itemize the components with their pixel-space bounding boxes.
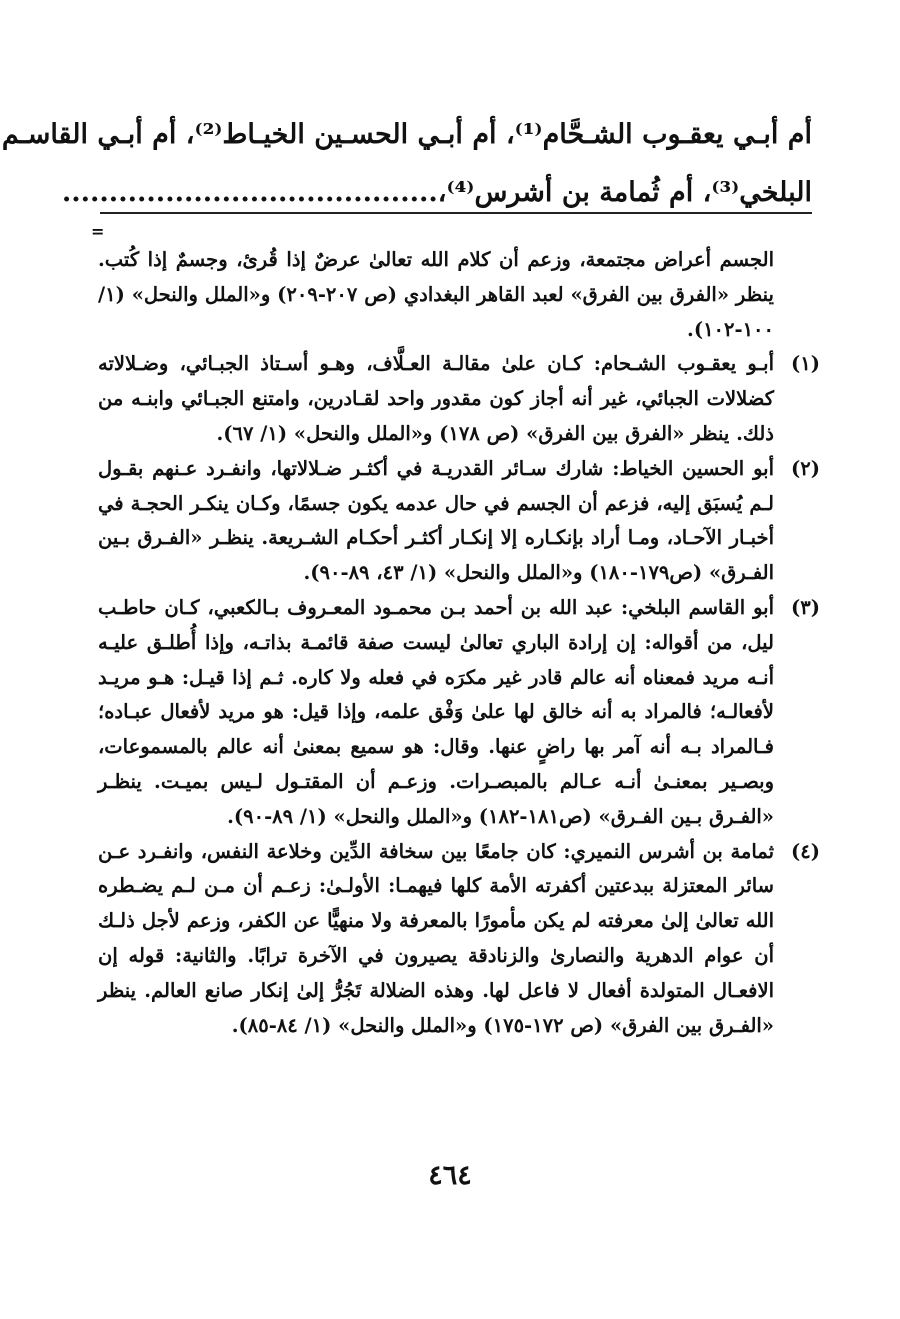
footnote-3	[98, 591, 820, 835]
page-number: ٤٦٤	[428, 1160, 472, 1191]
footnotes	[98, 243, 820, 1043]
footnote-continued: الجسم أعراض مجتمعة، وزعم أن كلام الله تعالىٰ عرضٌ إذا قُرئ، وجسمٌ إذا كُتب. ينظر «الفرق بين الفرق» لعبد القاهر البغدادي (ص ٢٠٧-٢٠٩) و«الملل والنحل» (١/ ١٠٠-١٠٢).	[98, 248, 774, 341]
continuation-mark: =	[91, 222, 105, 241]
main-text	[1, 106, 812, 222]
footnote-separator	[100, 212, 812, 214]
footnote-text: أبـو يعقـوب الشـحام: كـان علىٰ مقالـة العـلَّاف، وهـو أسـتاذ الجبـائي، وضـلالاته كضلالات الجبائي، غير أنه أجاز كون مقدور واحد لقـادرين، وامتنع الجبـائي وابنـه من ذلك. ينظر «الفرق بين الفرق» (ص ١٧٨) و«الملل والنحل» (١/ ٦٧).	[98, 352, 774, 445]
footnote-2	[98, 452, 820, 591]
main-text-line-1: أم أبـي يعقـوب الشـحَّام⁽¹⁾، أم أبـي الحسـين الخيـاط⁽²⁾، أم أبـي القاسـم	[1, 119, 812, 150]
footnote-text: أبو القاسم البلخي: عبد الله بن أحمد بـن محمـود المعـروف بـالكعبي، كـان حاطـب ليل، من أقواله: إن إرادة الباري تعالىٰ ليست صفة قائمـة بذاتـه، وإذا أُطلـق عليـه أنـه مريد فمعناه أنه عالم قادر غير مكرَه في فعله ولا كاره. ثـم إذا قيـل: هـو مريـد لأفعالـه؛ فالمراد به أنه خالق لها علىٰ وَفْق علمه، وإذا قيل: هو مريد لأفعال عبـاده؛ فـالمراد بـه أنه آمر بها راضٍ عنها. وقال: هو سميع بمعنىٰ أنه عالم بالمسموعات، وبصـير بمعنـىٰ أنـه عـالم بالمبصـرات. وزعـم أن المقتـول لـيس بميـت. ينظـر «الفـرق بـين الفـرق» (ص١٨١-١٨٢) و«الملل والنحل» (١/ ٨٩-٩٠).	[98, 595, 774, 828]
footnote-number: (٢)	[791, 456, 820, 480]
main-text-line-2: البلخي⁽³⁾، أم ثُمامة بن أشرس⁽⁴⁾،........................................	[61, 177, 812, 208]
footnote-number: (٤)	[791, 839, 820, 863]
footnote-number: (١)	[791, 352, 820, 376]
footnote-4	[98, 835, 820, 1044]
footnote-number: (٣)	[791, 595, 820, 619]
footnote-text: ثمامة بن أشرس النميري: كان جامعًا بين سخافة الدِّين وخلاعة النفس، وانفـرد عـن سائر المعتزلة ببدعتين أكفرته الأمة كلها فيهمـا: الأولـىٰ: زعـم أن مـن لـم يضـطره الله تعالىٰ إلىٰ معرفته لم يكن مأمورًا بالمعرفة ولا منهيًّا عن الكفر، وزعم لأجل ذلـك أن عوام الدهرية والنصارىٰ والزنادقة يصيرون في الآخرة ترابًا. والثانية: قوله إن الافعـال المتولدة أفعال لا فاعل لها. وهذه الضلالة تَجُرُّ إلىٰ إنكار صانع العالم. ينظر «الفـرق بين الفرق» (ص ١٧٢-١٧٥) و«الملل والنحل» (١/ ٨٤-٨٥).	[98, 839, 774, 1037]
footnote-text: أبو الحسين الخياط: شارك سـائر القدريـة في أكثـر ضـلالاتها، وانفـرد عـنهم بقـول لـم يُسبَق إليه، فزعم أن الجسم في حال عدمه يكون جسمًا، وكـان ينكـر الحجـة في أخبـار الآحـاد، ومـا أراد بإنكـاره إلا إنكـار أكثـر أحكـام الشـريعة. ينظـر «الفـرق بـين الفـرق» (ص١٧٩-١٨٠) و«الملل والنحل» (١/ ٤٣، ٨٩-٩٠).	[98, 456, 774, 585]
footnote-1	[98, 347, 820, 451]
